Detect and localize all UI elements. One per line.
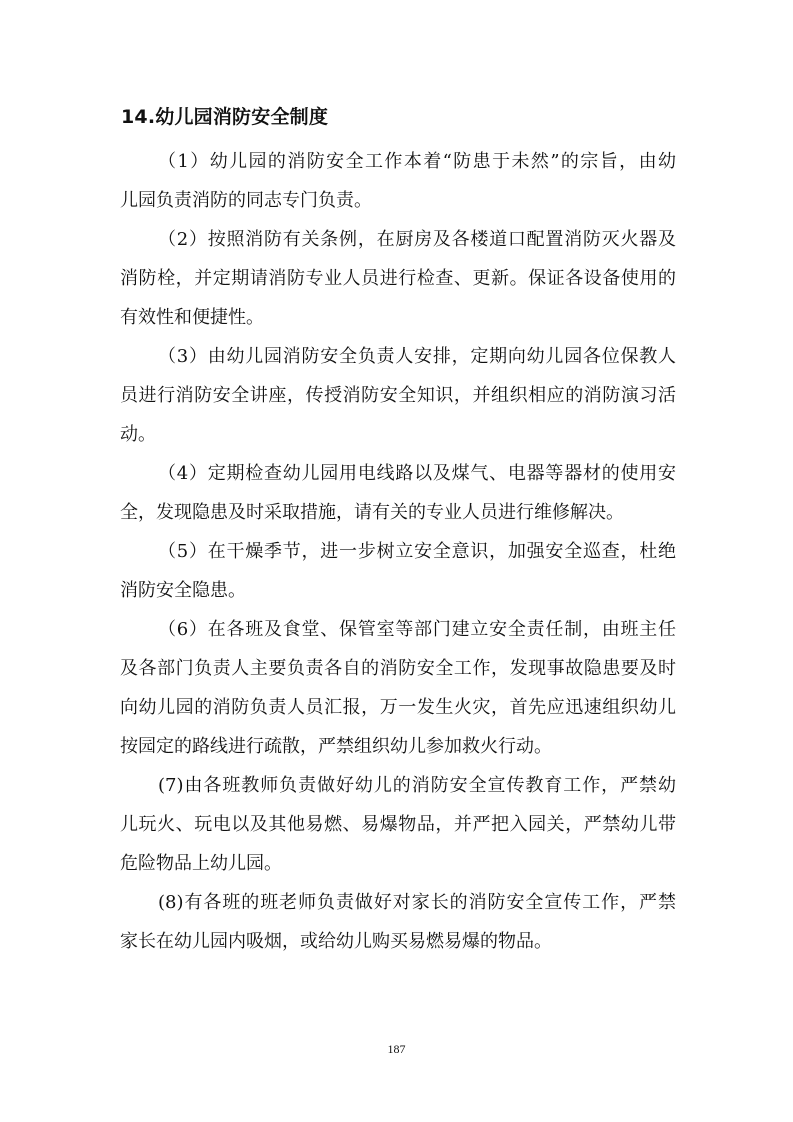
paragraph-line: 有效性和便捷性。	[120, 307, 264, 328]
paragraph-line: 家长在幼儿园内吸烟，或给幼儿购买易燃易爆的物品。	[120, 931, 552, 952]
paragraph-6	[120, 610, 676, 766]
paragraph-line: (8)有各班的班老师负责做好对家长的消防安全宣传工作，严禁	[158, 892, 676, 913]
paragraph-line: 动。	[120, 424, 156, 445]
paragraph-line: 儿园负责消防的同志专门负责。	[120, 190, 372, 211]
paragraph-2	[120, 220, 676, 337]
paragraph-8	[120, 883, 676, 961]
paragraph-line: (7)由各班教师负责做好幼儿的消防安全宣传教育工作，严禁幼	[158, 775, 676, 796]
paragraph-line: 危险物品上幼儿园。	[120, 853, 282, 874]
paragraph-line: （5）在干燥季节，进一步树立安全意识，加强安全巡查，杜绝	[158, 541, 676, 562]
paragraph-line: 儿玩火、玩电以及其他易燃、易爆物品，并严把入园关，严禁幼儿带	[120, 814, 676, 835]
paragraph-3	[120, 337, 676, 454]
paragraph-line: （3）由幼儿园消防安全负责人安排，定期向幼儿园各位保教人	[158, 346, 676, 367]
paragraph-line: 全，发现隐患及时采取措施，请有关的专业人员进行维修解决。	[120, 502, 624, 523]
paragraph-line: （1）幼儿园的消防安全工作本着“防患于未然”的宗旨，由幼	[158, 151, 676, 172]
paragraph-line: 按园定的路线进行疏散，严禁组织幼儿参加救火行动。	[120, 736, 552, 757]
paragraph-line: 消防安全隐患。	[120, 580, 246, 601]
page-number: 187	[387, 1042, 406, 1056]
paragraph-line: （2）按照消防有关条例，在厨房及各楼道口配置消防灭火器及	[158, 229, 676, 250]
paragraph-line: 及各部门负责人主要负责各自的消防安全工作，发现事故隐患要及时	[120, 658, 676, 679]
section-title: 14.幼儿园消防安全制度	[121, 106, 329, 128]
body-text	[120, 142, 676, 961]
paragraph-7	[120, 766, 676, 883]
paragraph-4	[120, 454, 676, 532]
paragraph-line: 消防栓，并定期请消防专业人员进行检查、更新。保证各设备使用的	[120, 268, 676, 289]
paragraph-1	[120, 142, 676, 220]
paragraph-line: （4）定期检查幼儿园用电线路以及煤气、电器等器材的使用安	[158, 463, 676, 484]
paragraph-line: 员进行消防安全讲座，传授消防安全知识，并组织相应的消防演习活	[120, 385, 676, 406]
paragraph-line: 向幼儿园的消防负责人员汇报，万一发生火灾，首先应迅速组织幼儿	[120, 697, 676, 718]
paragraph-line: （6）在各班及食堂、保管室等部门建立安全责任制，由班主任	[158, 619, 676, 640]
paragraph-5	[120, 532, 676, 610]
